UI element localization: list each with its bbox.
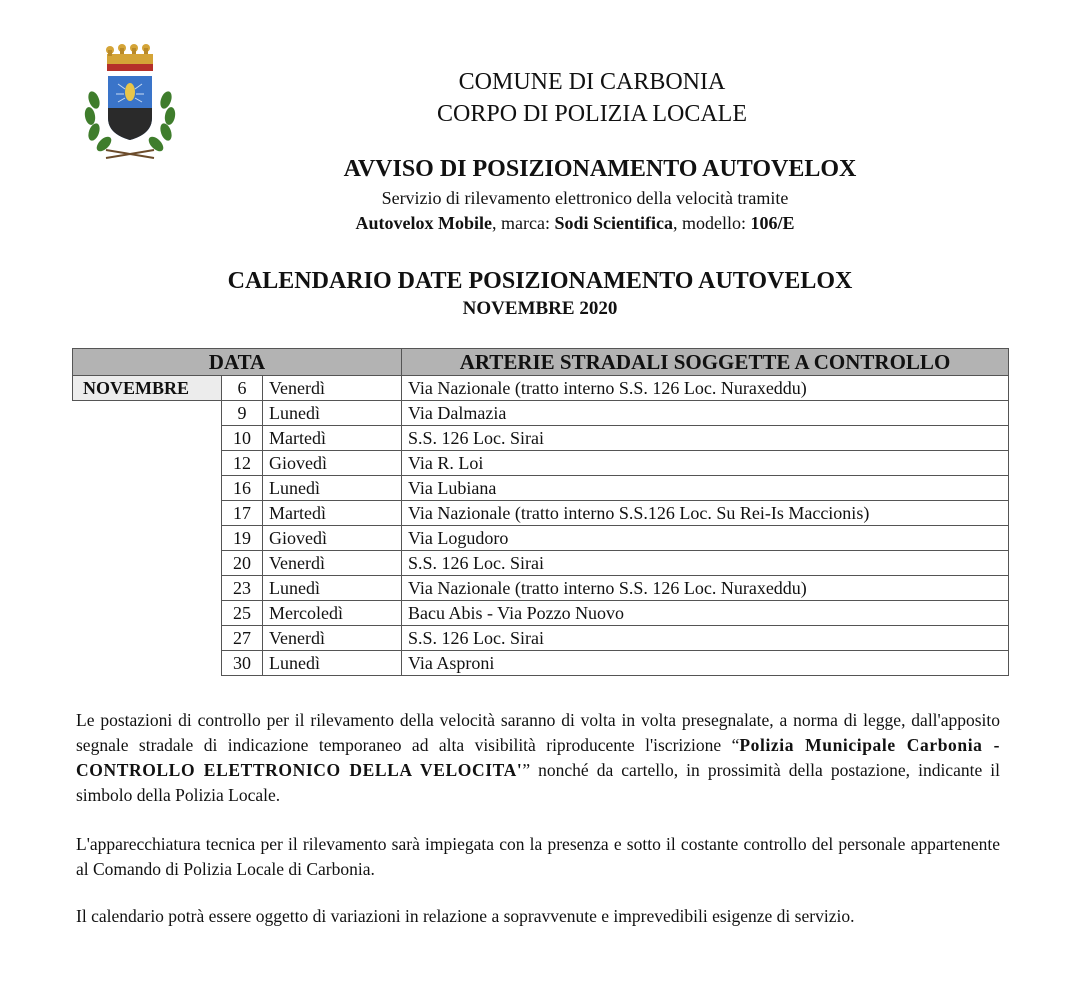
- empty-cell: [73, 476, 222, 501]
- table-row: [73, 626, 1009, 651]
- table-row: [73, 526, 1009, 551]
- schedule-table: [72, 348, 1009, 676]
- weekday: Lunedì: [263, 401, 402, 426]
- column-header-roads: ARTERIE STRADALI SOGGETTE A CONTROLLO: [402, 349, 1009, 376]
- day-number: 10: [222, 426, 263, 451]
- table-row: [73, 451, 1009, 476]
- empty-cell: [73, 626, 222, 651]
- table-row: [73, 401, 1009, 426]
- month-label: NOVEMBRE: [73, 376, 222, 401]
- brand-label: , marca:: [492, 213, 555, 233]
- table-row: [73, 601, 1009, 626]
- empty-cell: [73, 651, 222, 676]
- weekday: Giovedì: [263, 526, 402, 551]
- device-brand: Sodi Scientifica: [554, 213, 673, 233]
- weekday: Martedì: [263, 501, 402, 526]
- weekday: Martedì: [263, 426, 402, 451]
- notice-title: AVVISO DI POSIZIONAMENTO AUTOVELOX: [343, 156, 857, 182]
- day-number: 23: [222, 576, 263, 601]
- paragraph-text: ” nonché da cartello, in prossimità della postazione, indicante il simbolo della Polizia Locale.: [76, 760, 1000, 805]
- table-row: [73, 651, 1009, 676]
- road-name: Via Nazionale (tratto interno S.S.126 Loc. Su Rei-Is Maccionis): [402, 501, 1009, 526]
- table-header-row: [73, 349, 1009, 376]
- road-name: Via Asproni: [402, 651, 1009, 676]
- weekday: Venerdì: [263, 626, 402, 651]
- empty-cell: [73, 501, 222, 526]
- empty-cell: [73, 601, 222, 626]
- municipality-name: COMUNE DI CARBONIA: [458, 69, 726, 95]
- road-name: Via Nazionale (tratto interno S.S. 126 Loc. Nuraxeddu): [402, 376, 1009, 401]
- calendar-period: NOVEMBRE 2020: [462, 298, 618, 319]
- day-number: 19: [222, 526, 263, 551]
- weekday: Lunedì: [263, 476, 402, 501]
- road-name: S.S. 126 Loc. Sirai: [402, 426, 1009, 451]
- road-name: Via R. Loi: [402, 451, 1009, 476]
- device-model: 106/E: [750, 213, 795, 233]
- empty-cell: [73, 426, 222, 451]
- road-name: Via Dalmazia: [402, 401, 1009, 426]
- road-name: Via Nazionale (tratto interno S.S. 126 Loc. Nuraxeddu): [402, 576, 1009, 601]
- day-number: 25: [222, 601, 263, 626]
- empty-cell: [73, 576, 222, 601]
- empty-cell: [73, 551, 222, 576]
- organization-header: [300, 66, 884, 130]
- weekday: Mercoledì: [263, 601, 402, 626]
- empty-cell: [73, 526, 222, 551]
- variations-paragraph: Il calendario potrà essere oggetto di variazioni in relazione a sopravvenute e imprevedibili esigenze di servizio.: [76, 906, 855, 926]
- table-row: [73, 476, 1009, 501]
- department-name: CORPO DI POLIZIA LOCALE: [437, 101, 747, 127]
- crown-icon: [106, 44, 153, 71]
- table-row: [73, 551, 1009, 576]
- day-number: 17: [222, 501, 263, 526]
- equipment-paragraph: L'apparecchiatura tecnica per il rilevamento sarà impiegata con la presenza e sotto il costante controllo del personale appartenente al Comando di Polizia Locale di Carbonia.: [76, 834, 1000, 879]
- empty-cell: [73, 401, 222, 426]
- table-row: [73, 426, 1009, 451]
- day-number: 16: [222, 476, 263, 501]
- notice-subtitle: Servizio di rilevamento elettronico della velocità tramite: [381, 188, 789, 208]
- day-number: 30: [222, 651, 263, 676]
- day-number: 27: [222, 626, 263, 651]
- road-name: S.S. 126 Loc. Sirai: [402, 551, 1009, 576]
- table-row: [73, 376, 1009, 401]
- weekday: Venerdì: [263, 376, 402, 401]
- empty-cell: [73, 451, 222, 476]
- paragraph-text: Le postazioni di controllo per il rilevamento della velocità saranno di volta in volta presegnalate, a norma di legge, dall'apposito segnale stradale di indicazione temporaneo ad alta visibilità riproducente l'iscrizione “: [76, 710, 1000, 755]
- calendar-title: CALENDARIO DATE POSIZIONAMENTO AUTOVELOX: [227, 268, 853, 294]
- device-info: [270, 211, 880, 235]
- road-name: Via Logudoro: [402, 526, 1009, 551]
- road-name: Bacu Abis - Via Pozzo Nuovo: [402, 601, 1009, 626]
- day-number: 6: [222, 376, 263, 401]
- day-number: 9: [222, 401, 263, 426]
- weekday: Venerdì: [263, 551, 402, 576]
- coat-of-arms-icon: [74, 40, 186, 168]
- device-name: Autovelox Mobile: [355, 213, 492, 233]
- table-row: [73, 576, 1009, 601]
- table-row: [73, 501, 1009, 526]
- day-number: 12: [222, 451, 263, 476]
- road-name: S.S. 126 Loc. Sirai: [402, 626, 1009, 651]
- weekday: Lunedì: [263, 576, 402, 601]
- model-label: , modello:: [672, 213, 751, 233]
- signage-paragraph: [76, 708, 1000, 808]
- road-name: Via Lubiana: [402, 476, 1009, 501]
- day-number: 20: [222, 551, 263, 576]
- weekday: Lunedì: [263, 651, 402, 676]
- column-header-date: DATA: [73, 349, 402, 376]
- weekday: Giovedì: [263, 451, 402, 476]
- sign-inscription: Polizia Municipale Carbonia - CONTROLLO ELETTRONICO DELLA VELOCITA': [76, 735, 1000, 780]
